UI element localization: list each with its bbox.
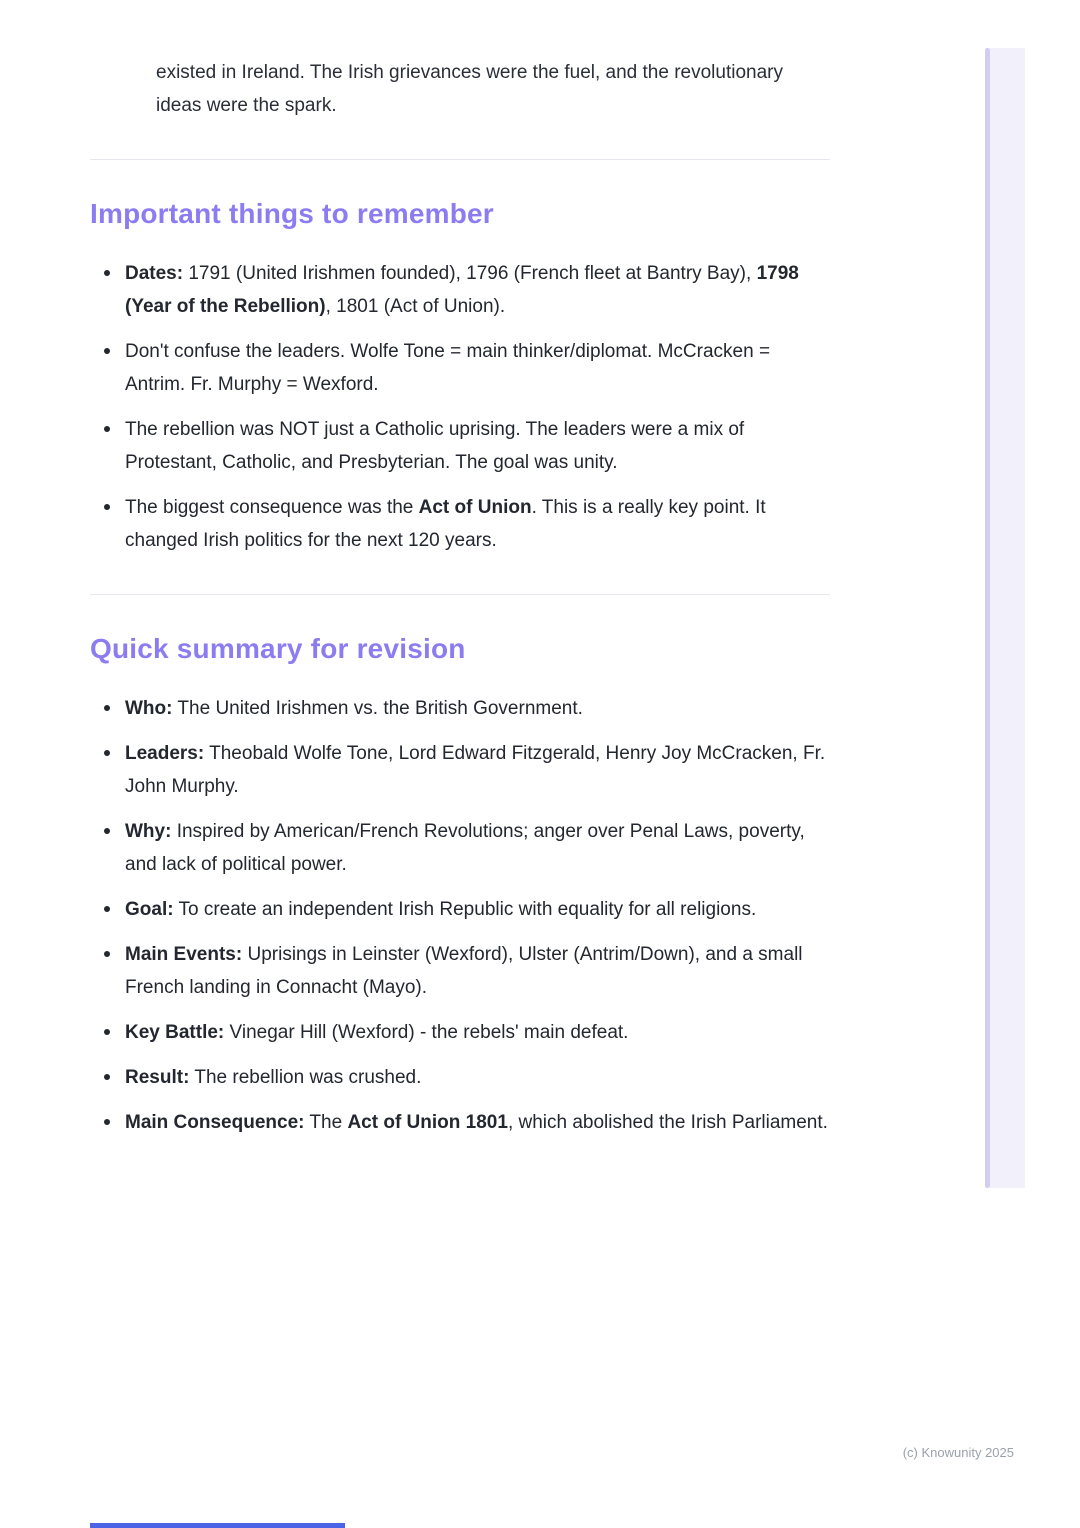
list-item: Who: The United Irishmen vs. the British Government. bbox=[90, 692, 830, 725]
list-item: Leaders: Theobald Wolfe Tone, Lord Edward Fitzgerald, Henry Joy McCracken, Fr. John Murphy. bbox=[90, 737, 830, 803]
section-heading: Quick summary for revision bbox=[90, 633, 466, 664]
bullet-list bbox=[90, 257, 830, 557]
list-item: Don't confuse the leaders. Wolfe Tone = main thinker/diplomat. McCracken = Antrim. Fr. Murphy = Wexford. bbox=[90, 335, 830, 401]
section-divider bbox=[90, 594, 830, 595]
list-item: Dates: 1791 (United Irishmen founded), 1796 (French fleet at Bantry Bay), 1798 (Year of the Rebellion), 1801 (Act of Union). bbox=[90, 257, 830, 323]
list-item: Result: The rebellion was crushed. bbox=[90, 1061, 830, 1094]
list-item: Key Battle: Vinegar Hill (Wexford) - the rebels' main defeat. bbox=[90, 1016, 830, 1049]
content-column bbox=[90, 0, 830, 1151]
list-item: The rebellion was NOT just a Catholic uprising. The leaders were a mix of Protestant, Catholic, and Presbyterian. The goal was unity. bbox=[90, 413, 830, 479]
footer-copyright: (c) Knowunity 2025 bbox=[902, 1445, 1014, 1460]
list-item: Main Consequence: The Act of Union 1801, which abolished the Irish Parliament. bbox=[90, 1106, 830, 1139]
scrollbar-track[interactable] bbox=[985, 48, 1025, 1188]
list-item: Why: Inspired by American/French Revolutions; anger over Penal Laws, poverty, and lack of political power. bbox=[90, 815, 830, 881]
intro-paragraph: existed in Ireland. The Irish grievances were the fuel, and the revolutionary ideas were the spark. bbox=[156, 62, 783, 116]
section-heading: Important things to remember bbox=[90, 198, 494, 229]
scrollbar-thumb[interactable] bbox=[985, 48, 990, 1188]
section-divider bbox=[90, 159, 830, 160]
list-item: Main Events: Uprisings in Leinster (Wexford), Ulster (Antrim/Down), and a small French landing in Connacht (Mayo). bbox=[90, 938, 830, 1004]
bottom-accent-bar bbox=[90, 1523, 345, 1528]
sections-root bbox=[90, 159, 830, 1139]
bullet-list bbox=[90, 692, 830, 1139]
list-item: The biggest consequence was the Act of Union. This is a really key point. It changed Irish politics for the next 120 years. bbox=[90, 491, 830, 557]
list-item: Goal: To create an independent Irish Republic with equality for all religions. bbox=[90, 893, 830, 926]
